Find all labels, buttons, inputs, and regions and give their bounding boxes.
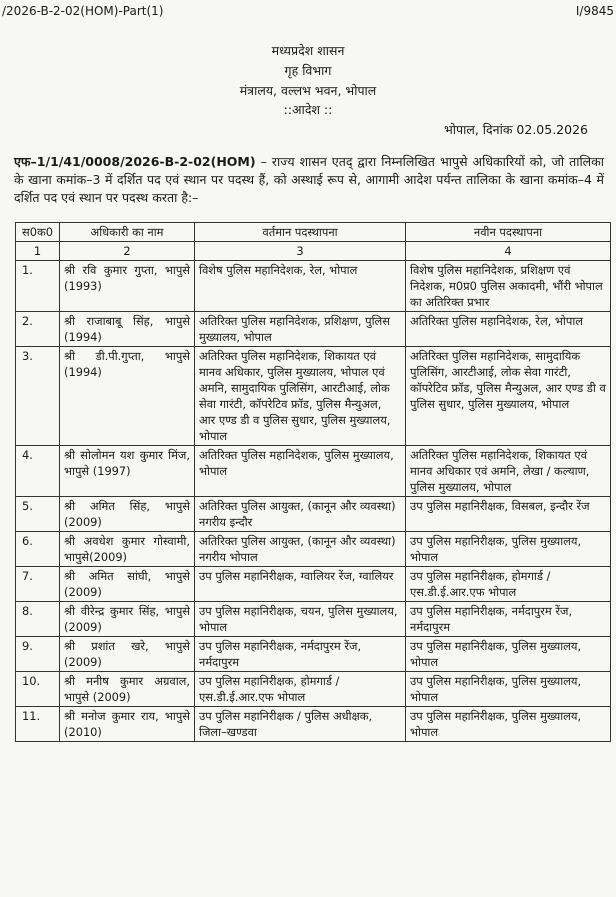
- row-sno: 2.: [16, 312, 60, 347]
- column-number: 2: [60, 242, 195, 261]
- row-sno: 7.: [16, 567, 60, 602]
- table-row: [16, 312, 611, 347]
- row-sno: 5.: [16, 497, 60, 532]
- new-posting: उप पुलिस महानिरीक्षक, होमगार्ड / एस.डी.ई.आर.एफ भोपाल: [406, 567, 611, 602]
- posting-table: [15, 222, 611, 742]
- row-sno: 4.: [16, 446, 60, 497]
- officer-name: श्री अमित सांघी, भापुसे (2009): [60, 567, 195, 602]
- row-sno: 11.: [16, 707, 60, 742]
- new-posting: अतिरिक्त पुलिस महानिदेशक, शिकायत एवं मानव अधिकार एवं अमनि, लेखा / कल्याण, पुलिस मुख्यालय, भोपाल: [406, 446, 611, 497]
- department-name: गृह विभाग: [284, 63, 332, 78]
- officer-name: श्री डी.पी.गुप्ता, भापुसे (1994): [60, 347, 195, 446]
- table-row: [16, 672, 611, 707]
- file-reference: /2026-B-2-02(HOM)-Part(1): [2, 4, 164, 18]
- file-reference-bar: [0, 4, 616, 20]
- row-sno: 9.: [16, 637, 60, 672]
- current-posting: उप पुलिस महानिरीक्षक, चयन, पुलिस मुख्यालय, भोपाल: [195, 602, 406, 637]
- table-row: [16, 567, 611, 602]
- current-posting: अतिरिक्त पुलिस महानिदेशक, पुलिस मुख्यालय, भोपाल: [195, 446, 406, 497]
- table-header-row: [16, 223, 611, 242]
- current-posting: अतिरिक्त पुलिस आयुक्त, (कानून और व्यवस्था) नगरीय इन्दौर: [195, 497, 406, 532]
- officer-name: श्री अमित सिंह, भापुसे (2009): [60, 497, 195, 532]
- new-posting: उप पुलिस महानिरीक्षक, पुलिस मुख्यालय, भोपाल: [406, 672, 611, 707]
- current-posting: अतिरिक्त पुलिस महानिदेशक, प्रशिक्षण, पुलिस मुख्यालय, भोपाल: [195, 312, 406, 347]
- new-posting: उप पुलिस महानिरीक्षक, पुलिस मुख्यालय, भोपाल: [406, 637, 611, 672]
- officer-name: श्री रवि कुमार गुप्ता, भापुसे (1993): [60, 261, 195, 312]
- new-posting: विशेष पुलिस महानिदेशक, प्रशिक्षण एवं निदेशक, म0प्र0 पुलिस अकादमी, भौंरी भोपाल का अतिरिक्त प्रभार: [406, 261, 611, 312]
- table-row: [16, 637, 611, 672]
- current-posting: अतिरिक्त पुलिस आयुक्त, (कानून और व्यवस्था) नगरीय भोपाल: [195, 532, 406, 567]
- row-sno: 10.: [16, 672, 60, 707]
- officer-name: श्री वीरेन्द्र कुमार सिंह, भापुसे (2009): [60, 602, 195, 637]
- table-row: [16, 602, 611, 637]
- officer-name: श्री मनोज कुमार राय, भापुसे (2010): [60, 707, 195, 742]
- new-posting: उप पुलिस महानिरीक्षक, नर्मदापुरम रेंज, नर्मदापुरम: [406, 602, 611, 637]
- header-officer-name: अधिकारी का नाम: [60, 223, 195, 242]
- order-paragraph: [14, 153, 604, 207]
- table-row: [16, 532, 611, 567]
- table-row: [16, 261, 611, 312]
- header-current-posting: वर्तमान पदस्थापना: [195, 223, 406, 242]
- officer-name: श्री सोलोमन यश कुमार मिंज, भापुसे (1997): [60, 446, 195, 497]
- govt-name: मध्यप्रदेश शासन: [271, 43, 345, 58]
- new-posting: अतिरिक्त पुलिस महानिदेशक, रेल, भोपाल: [406, 312, 611, 347]
- current-posting: उप पुलिस महानिरीक्षक / पुलिस अधीक्षक, जिला–खण्डवा: [195, 707, 406, 742]
- officer-name: श्री राजाबाबू सिंह, भापुसे (1994): [60, 312, 195, 347]
- row-sno: 8.: [16, 602, 60, 637]
- new-posting: उप पुलिस महानिरीक्षक, पुलिस मुख्यालय, भोपाल: [406, 707, 611, 742]
- current-posting: उप पुलिस महानिरीक्षक, ग्वालियर रेंज, ग्वालियर: [195, 567, 406, 602]
- column-number: 1: [16, 242, 60, 261]
- table-row: [16, 347, 611, 446]
- row-sno: 6.: [16, 532, 60, 567]
- table-row: [16, 707, 611, 742]
- office-address: मंत्रालय, वल्लभ भवन, भोपाल: [239, 83, 377, 98]
- officer-name: श्री अवधेश कुमार गोस्वामी, भापुसे(2009): [60, 532, 195, 567]
- officer-name: श्री प्रशांत खरे, भापुसे (2009): [60, 637, 195, 672]
- new-posting: अतिरिक्त पुलिस महानिदेशक, सामुदायिक पुलिसिंग, आरटीआई, लोक सेवा गारंटी, कॉपरेटिव फ्रॉड, पुलिस मैन्युअल, आर एण्ड डी व पुलिस सुधार, पुलिस मुख्यालय, भोपाल: [406, 347, 611, 446]
- column-number: 3: [195, 242, 406, 261]
- header-new-posting: नवीन पदस्थापना: [406, 223, 611, 242]
- order-heading: ::आदेश ::: [283, 102, 333, 117]
- order-number: एफ–1/1/41/0008/2026-B-2-02(HOM): [14, 154, 256, 169]
- row-sno: 3.: [16, 347, 60, 446]
- current-posting: विशेष पुलिस महानिदेशक, रेल, भोपाल: [195, 261, 406, 312]
- order-date: भोपाल, दिनांक 02.05.2026: [444, 122, 588, 137]
- page-reference: I/9845: [575, 4, 614, 18]
- order-body: – राज्य शासन एतद् द्वारा निम्नलिखित भापुसे अधिकारियों को, जो तालिका के खाना कमांक–3 में दर्शित पद एवं स्थान पर पदस्थ हैं, को अस्थाई रूप से, आगामी आदेश पर्यन्त तालिका के खाना कमांक–4 में दर्शित पद एवं स्थान पर पदस्थ करता है:–: [14, 154, 604, 205]
- new-posting: उप पुलिस महानिरीक्षक, पुलिस मुख्यालय, भोपाल: [406, 532, 611, 567]
- column-number: 4: [406, 242, 611, 261]
- table-row: [16, 446, 611, 497]
- table-row: [16, 497, 611, 532]
- current-posting: अतिरिक्त पुलिस महानिदेशक, शिकायत एवं मानव अधिकार, पुलिस मुख्यालय, भोपाल एवं अमनि, सामुदायिक पुलिसिंग, आरटीआई, लोक सेवा गारंटी, कॉपरेटिव फ्रॉड, पुलिस मैन्युअल, आर एण्ड डी व पुलिस सुधार, पुलिस मुख्यालय, भोपाल: [195, 347, 406, 446]
- header-sno: स0क0: [16, 223, 60, 242]
- current-posting: उप पुलिस महानिरीक्षक, नर्मदापुरम रेंज, नर्मदापुरम: [195, 637, 406, 672]
- officer-name: श्री मनीष कुमार अग्रवाल, भापुसे (2009): [60, 672, 195, 707]
- new-posting: उप पुलिस महानिरीक्षक, विसबल, इन्दौर रेंज: [406, 497, 611, 532]
- column-number-row: [16, 242, 611, 261]
- row-sno: 1.: [16, 261, 60, 312]
- current-posting: उप पुलिस महानिरीक्षक, होमगार्ड / एस.डी.ई.आर.एफ भोपाल: [195, 672, 406, 707]
